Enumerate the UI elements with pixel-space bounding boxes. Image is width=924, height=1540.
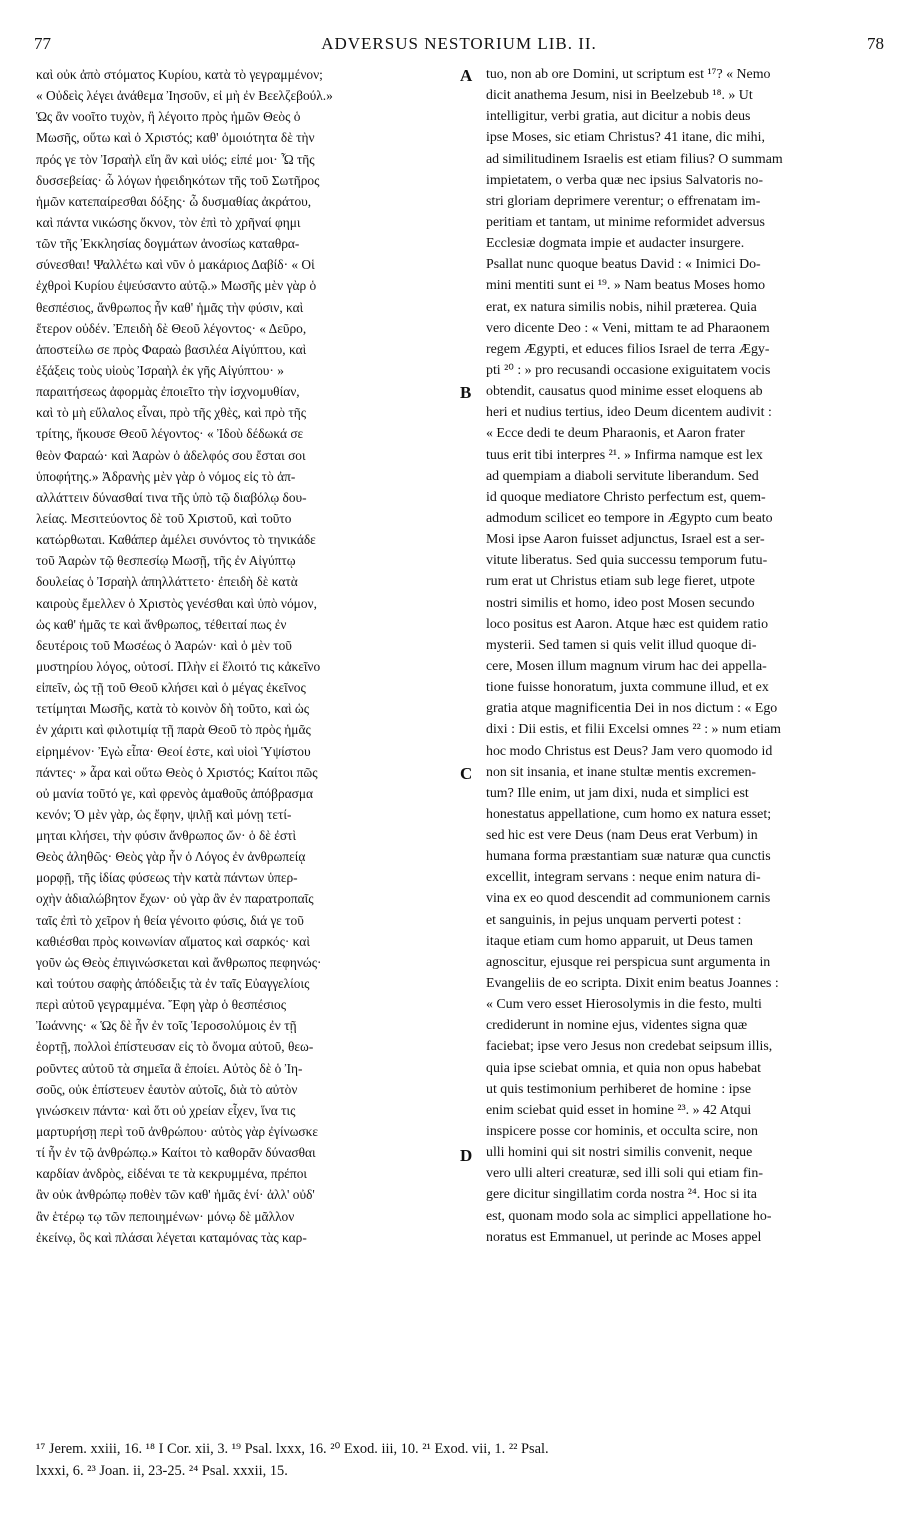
greek-text-line: καὶ πάντα νικώσης ὄκνον, τὸν ἐπὶ τὸ χρῆναί φημι xyxy=(36,214,301,230)
latin-text-line: « Ecce dedi te deum Pharaonis, et Aaron frater xyxy=(486,426,745,442)
latin-text-line: Psallat nunc quoque beatus David : « Inimici Do- xyxy=(486,257,761,273)
margin-marker-b: B xyxy=(460,383,472,402)
greek-text-line: μαρτυρήσῃ περὶ τοῦ ἀνθρώπου· αὐτὸς γὰρ ἐγίνωσκε xyxy=(36,1124,319,1140)
latin-text-line: honestatus appellatione, cum homo ex natura esset; xyxy=(486,806,772,822)
greek-text-line: σύνεσθαι! Ψαλλέτω καὶ νῦν ὁ μακάριος Δαβίδ· « Οἱ xyxy=(36,257,315,273)
greek-text-line: θεσπέσιος, ἄνθρωπος ἦν καθ' ἡμᾶς τὴν φύσιν, καὶ xyxy=(36,299,304,315)
greek-text-line: εἰπεῖν, ὡς τῇ τοῦ Θεοῦ κλήσει καὶ ὁ μέγας ἐκεῖνος xyxy=(36,680,306,696)
latin-text-line: et sanguinis, in pejus unquam perverti potest : xyxy=(486,912,742,928)
greek-text-line: ἐχθροὶ Κυρίου ἐψεύσαντο αὐτῷ.» Μωσῆς μὲν γὰρ ὁ xyxy=(36,278,317,294)
latin-text-line: crediderunt in nomine ejus, videntes signa quæ xyxy=(486,1018,748,1034)
running-title: ADVERSUS NESTORIUM LIB. II. xyxy=(321,34,597,53)
greek-text-line: ἐν χάριτι καὶ φιλοτιμίᾳ τῇ παρὰ Θεοῦ τὸ πρὸς ἡμᾶς xyxy=(36,722,311,738)
greek-text-line: δουλείας ὁ Ἰσραὴλ ἀπηλλάττετο· ἐπειδὴ δὲ κατὰ xyxy=(36,574,298,590)
latin-text-line: humana forma præstantiam suæ naturæ qua cunctis xyxy=(486,849,771,865)
margin-marker-d: D xyxy=(460,1146,473,1165)
greek-text-line: τοῦ Ἀαρὼν τῷ θεσπεσίῳ Μωσῇ, τῆς ἐν Αἰγύπτῳ xyxy=(36,553,296,569)
latin-text-line: gere dicitur singillatim corda nostra ²⁴. Hoc si ita xyxy=(486,1187,757,1203)
latin-text-line: excellit, integram servans : neque enim natura di- xyxy=(486,870,761,886)
greek-text-line: κατώρθωται. Καθάπερ ἀμέλει συνόντος τὸ τηνικάδε xyxy=(36,532,316,548)
greek-text-line: ἂν οὐκ ἀνθρώπῳ ποθὲν τῶν καθ' ἡμᾶς ἑνί· ἀλλ' οὐδ' xyxy=(36,1187,315,1203)
greek-text-line: Θεὸς ἀληθῶς· Θεὸς γὰρ ἦν ὁ Λόγος ἐν ἀνθρωπείᾳ xyxy=(36,849,306,865)
greek-text-line: καθιέσθαι πρὸς κοινωνίαν αἵματος καὶ σαρκός· καὶ xyxy=(36,933,310,949)
latin-text-line: tuo, non ab ore Domini, ut scriptum est ¹⁷? « Nemo xyxy=(486,67,771,82)
greek-text-line: πρός γε τὸν Ἰσραὴλ εἴη ἂν καὶ υἱός; εἰπέ μοι· Ὦ τῆς xyxy=(36,151,315,167)
latin-text-line: erat, ex natura similis nobis, nihil præterea. Quia xyxy=(486,299,757,315)
greek-text-line: σοῦς, οὐκ ἐπίστευεν ἑαυτὸν αὐτοῖς, διὰ τὸ αὐτὸν xyxy=(36,1081,298,1097)
latin-text-line: regem Ægypti, et educes filios Israel de terra Ægy- xyxy=(486,341,770,357)
latin-text-column xyxy=(486,64,892,1248)
latin-text-line: rum erat ut Christus etiam sub lege fieret, utpote xyxy=(486,574,755,590)
greek-text-line: πάντες· » ἆρα καὶ οὕτω Θεὸς ὁ Χριστός; Καίτοι πῶς xyxy=(36,764,318,780)
greek-text-line: κενόν; Ὁ μὲν γὰρ, ὡς ἔφην, ψιλῇ καὶ μόνῃ τετί- xyxy=(36,806,292,822)
greek-text-line: ἕτερον οὐδέν. Ἐπειδὴ δὲ Θεοῦ λέγοντος· « Δεῦρο, xyxy=(36,320,307,336)
greek-text-line: θεὸν Φαραώ· καὶ Ἀαρὼν ὁ ἀδελφός σου ἔσται σοι xyxy=(36,447,306,463)
greek-text-line: εἰρημένον· Ἐγὼ εἶπα· Θεοί ἐστε, καὶ υἱοὶ Ὑψίστου xyxy=(36,743,311,759)
latin-text-line: noratus est Emmanuel, ut perinde ac Moses appel xyxy=(486,1229,762,1245)
margin-marker-a: A xyxy=(460,66,473,85)
greek-text-line: ἡμῶν κατεπαίρεσθαι δόξης· ὦ δυσμαθίας ἀκράτου, xyxy=(36,193,312,209)
margin-marker-c: C xyxy=(460,764,473,783)
greek-text-line: Ὡς ἂν νοοῖτο τυχὸν, ἢ λέγοιτο πρὸς ἡμῶν Θεὸς ὁ xyxy=(36,109,301,125)
latin-text-line: non sit insania, et inane stultæ mentis excremen- xyxy=(486,764,757,780)
greek-text-line: ἀποστείλω σε πρὸς Φαραὼ βασιλέα Αἰγύπτου, καὶ xyxy=(36,341,307,357)
latin-text-line: tum? Ille enim, ut jam dixi, nuda et simplici est xyxy=(486,785,749,801)
greek-text-line: ὡς καθ' ἡμᾶς τε καὶ ἄνθρωπος, τέθειταί πως ἐν xyxy=(36,616,287,632)
latin-text-line: peritiam et tantam, ut minime reformidet adversus xyxy=(486,214,765,230)
greek-text-line: γοῦν ὡς Θεὸς ἐπιγινώσκεται καὶ ἄνθρωπος πεφηνώς· xyxy=(36,954,322,970)
latin-text-line: itaque etiam cum homo apparuit, ut Deus tamen xyxy=(486,933,753,949)
greek-text-column xyxy=(36,64,454,1248)
greek-text-line: ροῦντες αὐτοῦ τὰ σημεῖα ἃ ἐποίει. Αὐτὸς δὲ ὁ Ἰη- xyxy=(36,1060,303,1076)
latin-text-line: loco positus est Aaron. Atque hæc est quidem ratio xyxy=(486,616,769,632)
footnote-line: ¹⁷ Jerem. xxiii, 16. ¹⁸ I Cor. xii, 3. ¹⁹ Psal. lxxx, 16. ²⁰ Exod. iii, 10. ²¹ Exod. vii, 1. ²² Psal. xyxy=(36,1441,549,1457)
footnote-line: lxxxi, 6. ²³ Joan. ii, 23-25. ²⁴ Psal. xxxii, 15. xyxy=(36,1463,288,1479)
greek-text-line: δευτέροις τοῦ Μωσέως ὁ Ἀαρών· καὶ ὁ μὲν τοῦ xyxy=(36,637,292,653)
latin-text-line: est, quonam modo sola ac simplici appellatione ho- xyxy=(486,1208,772,1224)
latin-text-line: ad quempiam a diaboli servitute liberandum. Sed xyxy=(486,468,759,484)
greek-text-line: μυστηρίου λόγος, οὑτοσί. Πλὴν εἰ ἕλοιτό τις κἀκεῖνο xyxy=(36,658,321,674)
greek-text-line: ὑποφήτης.» Ἀδρανὴς μὲν γὰρ ὁ νόμος εἰς τὸ ἀπ- xyxy=(36,468,296,484)
latin-text-line: heri et nudius tertius, ideo Deum dicentem audivit : xyxy=(486,405,772,421)
greek-text-line: ἂν ἑτέρῳ τῳ τῶν πεποιημένων· μόνῳ δὲ μᾶλλον xyxy=(36,1208,295,1224)
greek-text-line: καιροὺς ἔμελλεν ὁ Χριστὸς γενέσθαι καὶ ὑπὸ νόμον, xyxy=(36,595,317,611)
latin-text-line: ulli homini qui sit nostri similis convenit, neque xyxy=(486,1145,753,1161)
latin-text-line: dixi : Dii estis, et filii Excelsi omnes ²² : » num etiam xyxy=(486,722,781,738)
latin-text-line: ipse Moses, sic etiam Christus? 41 itane, dic mihi, xyxy=(486,130,765,146)
latin-text-line: admodum scilicet eo tempore in Ægypto cum beato xyxy=(486,510,773,526)
latin-text-line: sed hic est vere Deus (nam Deus erat Verbum) in xyxy=(486,828,758,844)
latin-text-line: cere, Mosen illum magnum virum hac dei appella- xyxy=(486,658,767,674)
latin-text-line: Evangeliis de eo scripta. Dixit enim beatus Joannes : xyxy=(486,976,779,992)
latin-text-line: Ecclesiæ dogmata impie et audacter insurgere. xyxy=(486,236,745,252)
latin-text-line: obtendit, causatus quod minime esset eloquens ab xyxy=(486,384,763,400)
greek-text-line: περὶ αὐτοῦ γεγραμμένα. Ἔφη γὰρ ὁ θεσπέσιος xyxy=(36,997,287,1013)
greek-text-line: οὐ μανία τοῦτό γε, καὶ φρενὸς ἀμαθοῦς ἀπόβρασμα xyxy=(36,785,314,801)
greek-text-line: Ἰωάννης· « Ὡς δὲ ἦν ἐν τοῖς Ἱεροσολύμοις ἐν τῇ xyxy=(36,1018,297,1034)
running-header xyxy=(34,34,884,58)
greek-text-line: καὶ οὐκ ἀπὸ στόματος Κυρίου, κατὰ τὸ γεγραμμένον; xyxy=(36,67,323,82)
greek-text-line: τί ἦν ἐν τῷ ἀνθρώπῳ.» Καίτοι τὸ καθορᾶν δύνασθαι xyxy=(36,1145,316,1161)
page-number-left: 77 xyxy=(34,34,51,53)
latin-text-line: pti ²⁰ : » pro recusandi occasione exiguitatem vocis xyxy=(486,362,771,378)
latin-text-line: Mosi ipse Aaron fuisset adjunctus, Israel est a ser- xyxy=(486,532,765,548)
latin-text-line: vina ex eo quod descendit ad communionem carnis xyxy=(486,891,771,907)
greek-text-line: τρίτης, ἤκουσε Θεοῦ λέγοντος· « Ἰδοὺ δέδωκά σε xyxy=(36,426,304,442)
latin-text-line: agnoscitur, ejusque rei perspicua sunt argumenta in xyxy=(486,954,771,970)
latin-text-line: quia ipse sciebat omnia, et quia non opus habebat xyxy=(486,1060,762,1076)
latin-text-line: vitute liberatus. Sed quia successu temporum futu- xyxy=(486,553,768,569)
greek-text-line: παραιτήσεως ἀφορμὰς ἐποιεῖτο τὴν ἰσχνομυθίαν, xyxy=(36,384,300,400)
greek-text-line: ἐξάξεις τοὺς υἱοὺς Ἰσραὴλ ἐκ γῆς Αἰγύπτου· » xyxy=(36,362,284,378)
page-number-right: 78 xyxy=(867,34,884,53)
greek-text-line: μορφῇ, τῆς ἰδίας φύσεως τὴν κατὰ πάντων ὑπερ- xyxy=(36,870,298,886)
latin-text-line: id quoque mediatore Christo perfectum est, quem- xyxy=(486,489,766,505)
greek-text-line: μηται κλήσει, τὴν φύσιν ἄνθρωπος ὤν· ὁ δὲ ἐστὶ xyxy=(36,828,297,844)
latin-text-line: mini mentiti sunt ei ¹⁹. » Nam beatus Moses homo xyxy=(486,278,766,294)
greek-text-line: ταῖς ἐπὶ τὸ χεῖρον ἡ θεία γένοιτο φύσις, διά γε τοῦ xyxy=(36,912,304,928)
latin-text-line: stri gloriam deprimere verentur; o effrenatam im- xyxy=(486,193,761,209)
latin-text-line: mysterii. Sed tamen si quis velit illud quoque di- xyxy=(486,637,757,653)
greek-text-line: δυσσεβείας· ὦ λόγων ἠφειδηκότων τῆς τοῦ Σωτῆρος xyxy=(36,172,320,188)
greek-text-line: οχὴν ἀδιαλώβητον ἔχων· οὐ γὰρ ἂν ἐν παρατροπαῖς xyxy=(36,891,314,907)
latin-text-line: tuus erit tibi interpres ²¹. » Infirma namque est lex xyxy=(486,447,763,463)
latin-text-line: ut quis testimonium perhiberet de homine : ipse xyxy=(486,1081,752,1097)
greek-text-line: Μωσῆς, οὕτω καὶ ὁ Χριστός; καθ' ὁμοιότητα δὲ τὴν xyxy=(36,130,315,146)
greek-text-line: αλλάττειν δύνασθαί τινα τῆς ὑπὸ τῷ διαβόλῳ δου- xyxy=(36,489,307,505)
latin-text-line: tione fuisse honoratum, juxta commune illud, et ex xyxy=(486,680,769,696)
latin-text-line: vero ulli alteri creaturæ, sed illi soli qui etiam fin- xyxy=(486,1166,763,1182)
latin-text-line: dicit anathema Jesum, nisi in Beelzebub ¹⁸. » Ut xyxy=(486,88,753,104)
greek-text-line: καὶ τούτου σαφὴς ἀπόδειξις τὰ ἐν ταῖς Εὐαγγελίοις xyxy=(36,976,310,992)
greek-text-line: καὶ τὸ μὴ εὔλαλος εἶναι, πρὸ τῆς χθὲς, καὶ πρὸ τῆς xyxy=(36,405,307,421)
latin-text-line: hoc modo Christus est Deus? Jam vero quomodo id xyxy=(486,743,773,759)
greek-text-line: « Οὐδεὶς λέγει ἀνάθεμα Ἰησοῦν, εἰ μὴ ἐν Βεελζεβούλ.» xyxy=(36,88,333,104)
latin-text-line: nostri similis et homo, ideo post Mosen secundo xyxy=(486,595,755,611)
latin-text-line: inspicere posse cor hominis, et occulta scire, non xyxy=(486,1124,758,1140)
latin-text-line: « Cum vero esset Hierosolymis in die festo, multi xyxy=(486,997,762,1013)
latin-text-line: intelligitur, verbi gratia, aut dicitur a nobis deus xyxy=(486,109,751,125)
footnotes xyxy=(36,1438,892,1482)
latin-text-line: ad similitudinem Israelis est etiam filius? O summam xyxy=(486,151,783,167)
greek-text-line: ἐκείνῳ, ὃς καὶ πλάσαι λέγεται καταμόνας τὰς καρ- xyxy=(36,1229,307,1245)
latin-text-line: enim sciebat quid esset in homine ²³. » 42 Atqui xyxy=(486,1102,752,1118)
greek-text-line: τετίμηται Μωσῆς, κατὰ τὸ κοινὸν δὴ τοῦτο, καὶ ὡς xyxy=(36,701,310,717)
greek-text-line: ἑορτῇ, πολλοὶ ἐπίστευσαν εἰς τὸ ὄνομα αὐτοῦ, θεω- xyxy=(36,1039,314,1055)
latin-text-line: faciebat; ipse vero Jesus non credebat seipsum illis, xyxy=(486,1039,773,1055)
latin-text-line: impietatem, o verba quæ nec ipsius Salvatoris no- xyxy=(486,172,763,188)
greek-text-line: καρδίαν ἀνδρὸς, εἰδέναι τε τὰ κεκρυμμένα, πρέποι xyxy=(36,1166,307,1182)
greek-text-line: λείας. Μεσιτεύοντος δὲ τοῦ Χριστοῦ, καὶ τοῦτο xyxy=(36,510,292,526)
greek-text-line: γινώσκειν πάντα· καὶ ὅτι οὐ χρείαν εἶχεν, ἵνα τις xyxy=(36,1102,296,1118)
greek-text-line: τῶν τῆς Ἐκκλησίας δογμάτων ἀνοσίως καταθρα- xyxy=(36,236,300,252)
latin-text-line: vero dicente Deo : « Veni, mittam te ad Pharaonem xyxy=(486,320,770,336)
latin-text-line: gratia atque magnificentia Dei in nos dictum : « Ego xyxy=(486,701,778,717)
